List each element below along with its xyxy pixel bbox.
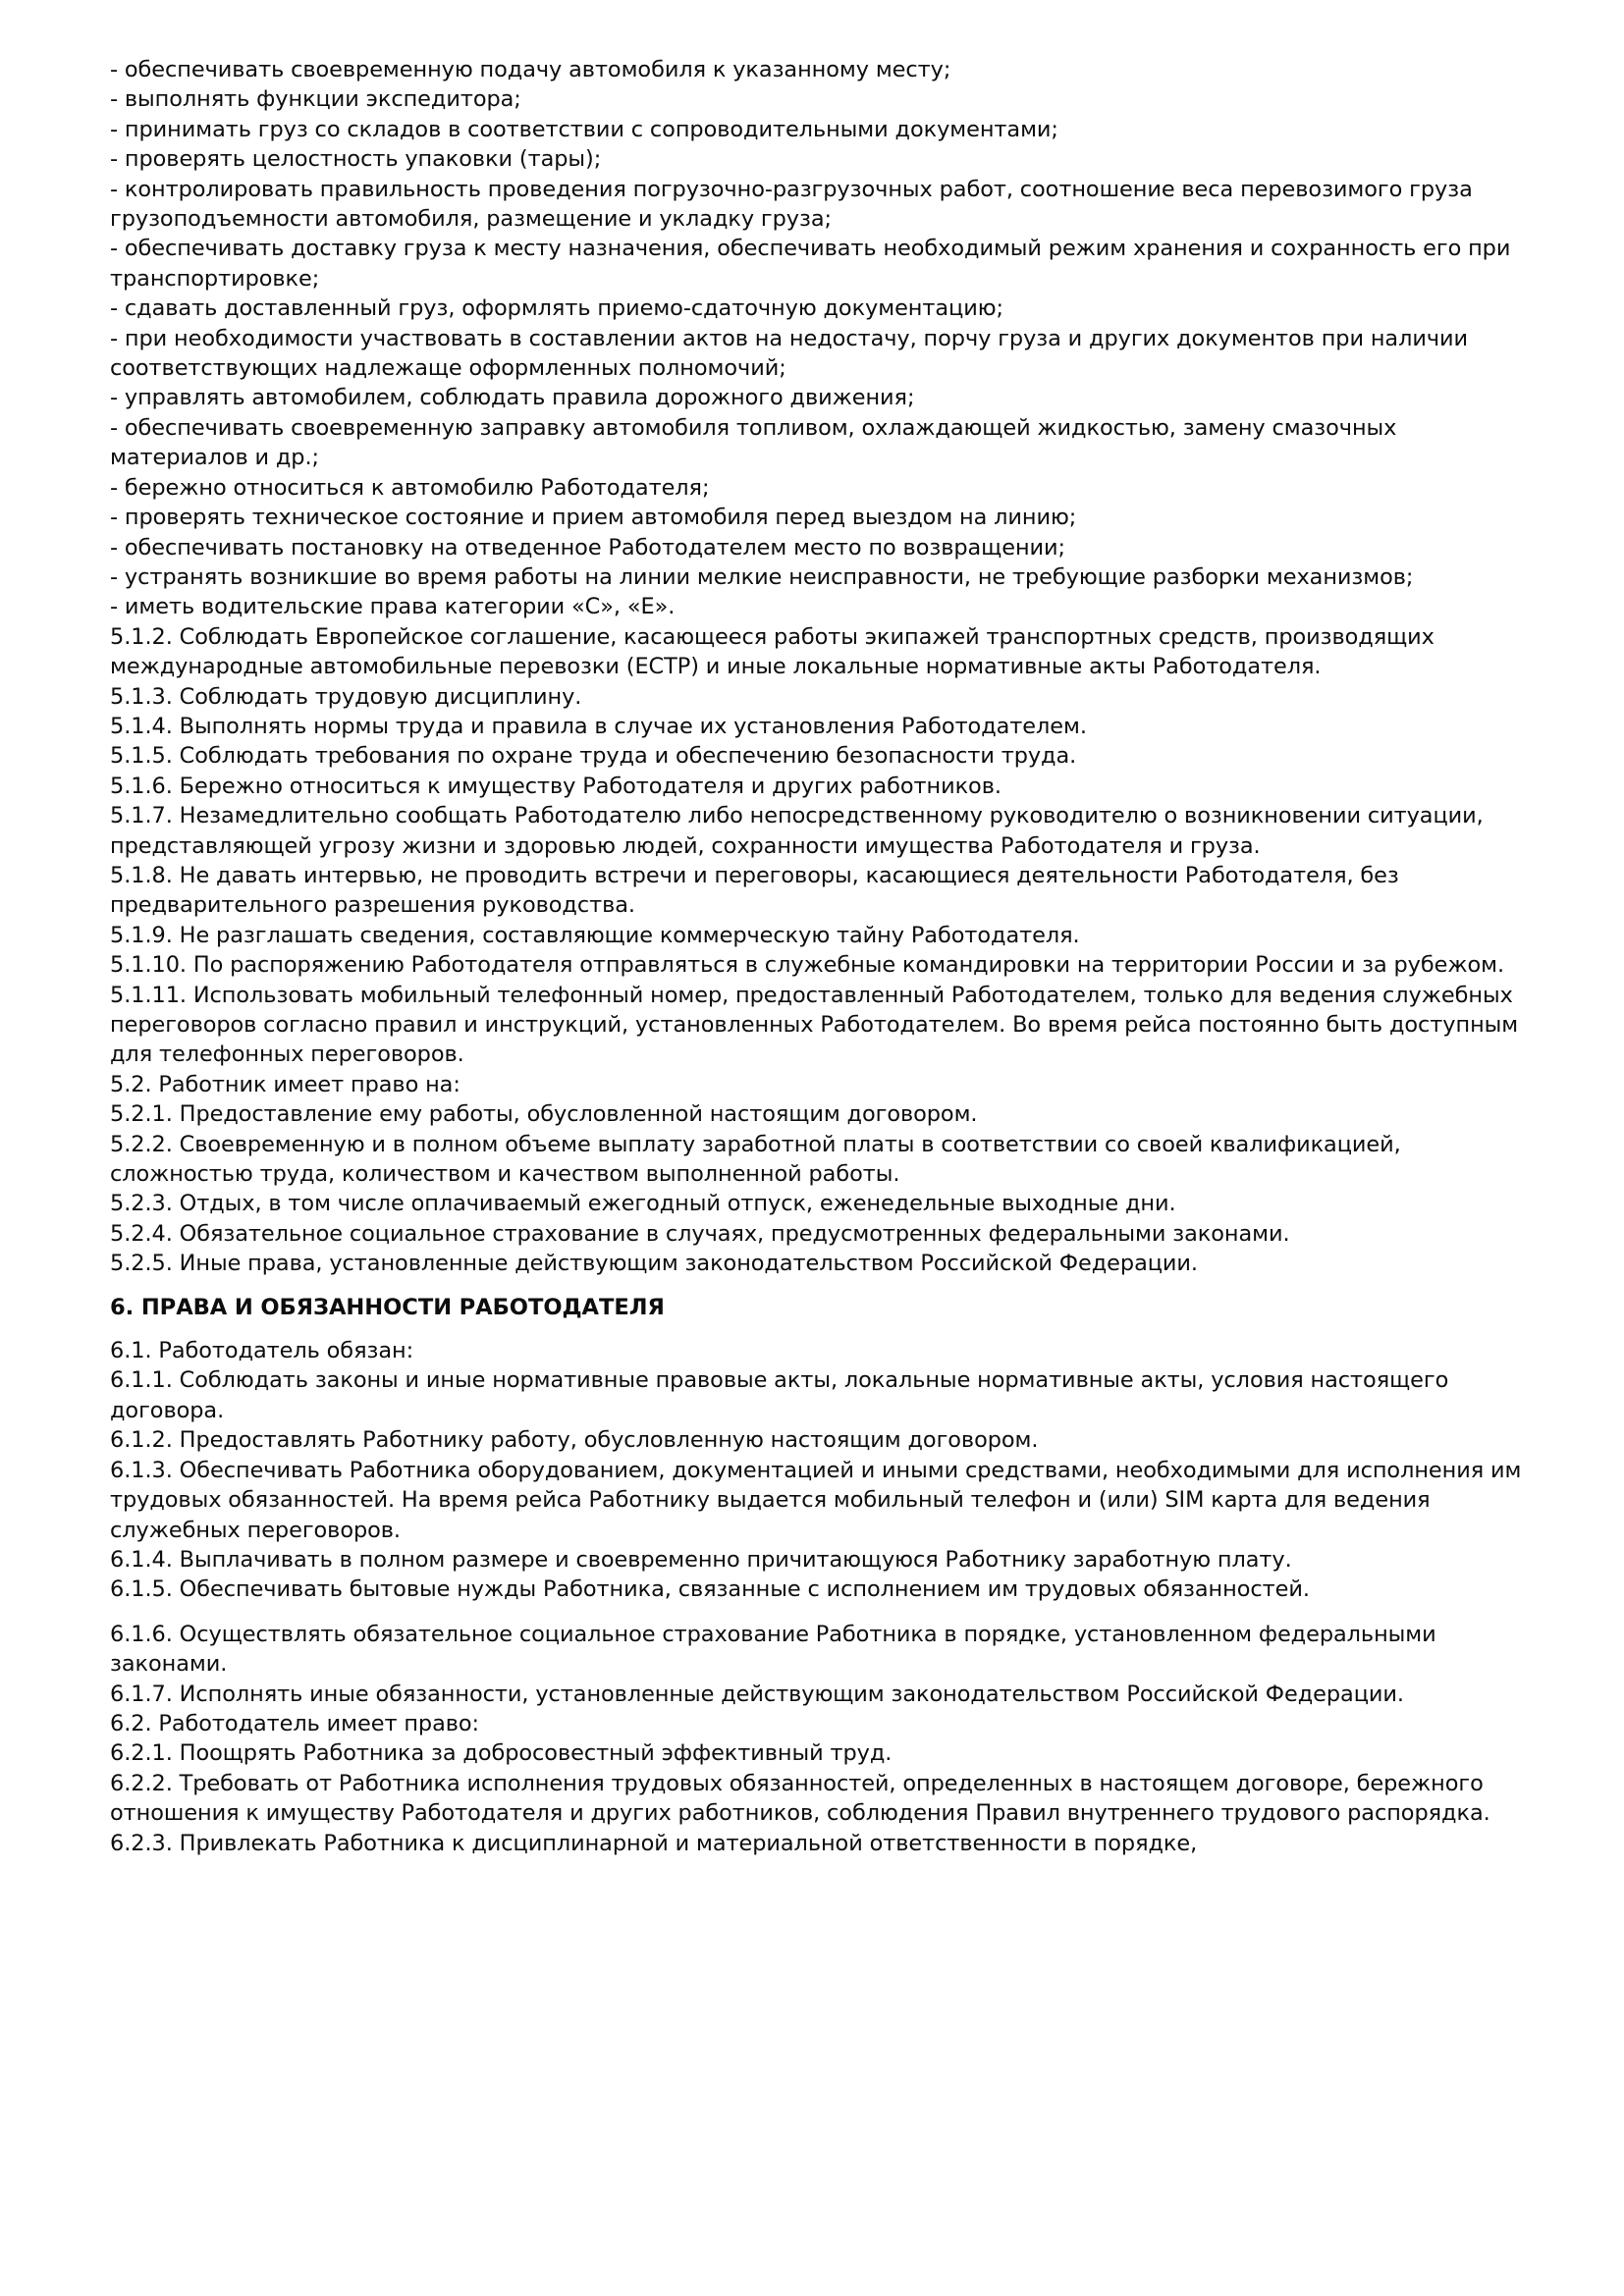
vertical-spacer [110,1322,1526,1336]
document-paragraph: - обеспечивать своевременную подачу автомобиля к указанному месту; [110,57,951,82]
document-paragraph: 5.1.10. По распоряжению Работодателя отправляться в служебные командировки на территории России и за рубежом. [110,952,1505,979]
document-paragraph: 6.2. Работодатель имеет право: [110,1710,480,1736]
section-heading: 6. ПРАВА И ОБЯЗАННОСТИ РАБОТОДАТЕЛЯ [110,1294,665,1320]
document-body [110,55,1526,1858]
document-paragraph: 5.2.5. Иные права, установленные действующим законодательством Российской Федерации. [110,1251,1198,1277]
document-paragraph: - обеспечивать доставку груза к месту назначения, обеспечивать необходимый режим хранения и сохранность его при транспортировке; [110,236,1511,292]
document-paragraph: 6.1.3. Обеспечивать Работника оборудованием, документацией и иными средствами, необходимыми для исполнения им трудовых обязанностей. На время рейса Работнику выдается мобильный телефон и (или) SIM карта для ведения служебных переговоров. [110,1457,1522,1543]
document-paragraph: 6.2.1. Поощрять Работника за добросовестный эффективный труд. [110,1740,893,1767]
document-paragraph: 6.1.2. Предоставлять Работнику работу, обусловленную настоящим договором. [110,1427,1039,1454]
document-paragraph: 6.1.7. Исполнять иные обязанности, установленные действующим законодательством Российской Федерации. [110,1681,1404,1707]
document-paragraph: - иметь водительские права категории «С», «Е». [110,594,676,620]
document-paragraph: 6.2.3. Привлекать Работника к дисциплинарной и материальной ответственности в порядке, [110,1830,1198,1856]
document-paragraph: 6.1.4. Выплачивать в полном размере и своевременно причитающуюся Работнику заработную плату. [110,1546,1292,1573]
document-paragraph: 6.1.5. Обеспечивать бытовые нужды Работника, связанные с исполнением им трудовых обязанностей. [110,1576,1310,1603]
document-paragraph: - контролировать правильность проведения погрузочно-разгрузочных работ, соотношение веса перевозимого груза грузоподъемности автомобиля, размещение и укладку груза; [110,176,1473,233]
document-paragraph: - проверять целостность упаковки (тары); [110,146,602,173]
document-paragraph: 6.1.1. Соблюдать законы и иные нормативные правовые акты, локальные нормативные акты, условия настоящего договора. [110,1367,1449,1423]
document-paragraph: 5.1.7. Незамедлительно сообщать Работодателю либо непосредственному руководителю о возникновении ситуации, представляющей угрозу жизни и здоровью людей, сохранности имущества Работодателя и груза. [110,803,1484,859]
document-paragraph: 5.1.5. Соблюдать требования по охране труда и обеспечению безопасности труда. [110,743,1077,770]
document-paragraph: 5.1.8. Не давать интервью, не проводить встречи и переговоры, касающиеся деятельности Работодателя, без предварительного разрешения руководства. [110,862,1399,919]
document-paragraph: 6.1. Работодатель обязан: [110,1338,414,1364]
vertical-spacer [110,1605,1526,1620]
document-paragraph: - обеспечивать постановку на отведенное Работодателем место по возвращении; [110,534,1066,561]
document-paragraph: 6.1.6. Осуществлять обязательное социальное страхование Работника в порядке, установленном федеральными законами. [110,1621,1436,1678]
document-paragraph: 5.2.4. Обязательное социальное страхование в случаях, предусмотренных федеральными законами. [110,1220,1290,1247]
document-paragraph: 5.1.3. Соблюдать трудовую дисциплину. [110,683,582,710]
document-paragraph: - управлять автомобилем, соблюдать правила дорожного движения; [110,385,915,411]
document-paragraph: 5.1.2. Соблюдать Европейское соглашение, касающееся работы экипажей транспортных средств, производящих международные автомобильные перевозки (ЕСТР) и иные локальные нормативные акты Работодателя. [110,623,1435,680]
document-paragraph: - устранять возникшие во время работы на линии мелкие неисправности, не требующие разборки механизмов; [110,563,1414,590]
document-paragraph: - проверять техническое состояние и прием автомобиля перед выездом на линию; [110,505,1077,531]
document-paragraph: - бережно относиться к автомобилю Работодателя; [110,474,710,501]
document-paragraph: 5.2.2. Своевременную и в полном объеме выплату заработной платы в соответствии со своей квалификацией, сложностью труда, количеством и качеством выполненной работы. [110,1131,1401,1188]
document-paragraph: - при необходимости участвовать в составлении актов на недостачу, порчу груза и других документов при наличии соответствующих надлежаще оформленных полномочий; [110,325,1469,382]
document-paragraph: - обеспечивать своевременную заправку автомобиля топливом, охлаждающей жидкостью, замену смазочных материалов и др.; [110,414,1397,471]
document-paragraph: 5.1.9. Не разглашать сведения, составляющие коммерческую тайну Работодателя. [110,922,1080,948]
document-paragraph: 5.1.4. Выполнять нормы труда и правила в случае их установления Работодателем. [110,713,1087,739]
vertical-spacer [110,1279,1526,1293]
document-paragraph: 6.2.2. Требовать от Работника исполнения трудовых обязанностей, определенных в настоящем договоре, бережного отношения к имуществу Работодателя и других работников, соблюдения Правил внутреннего трудового распорядка. [110,1770,1490,1827]
document-paragraph: 5.1.11. Использовать мобильный телефонный номер, предоставленный Работодателем, только для ведения служебных переговоров согласно правил и инструкций, установленных Работодателем. Во время рейса постоянно быть доступным для телефонных переговоров. [110,982,1519,1068]
document-paragraph: 5.1.6. Бережно относиться к имуществу Работодателя и других работников. [110,773,1001,799]
document-paragraph: - сдавать доставленный груз, оформлять приемо-сдаточную документацию; [110,295,1004,322]
document-paragraph: - принимать груз со складов в соответствии с сопроводительными документами; [110,116,1058,142]
document-paragraph: - выполнять функции экспедитора; [110,86,521,113]
document-paragraph: 5.2.3. Отдых, в том числе оплачиваемый ежегодный отпуск, еженедельные выходные дни. [110,1191,1176,1217]
document-paragraph: 5.2. Работник имеет право на: [110,1071,460,1097]
document-paragraph: 5.2.1. Предоставление ему работы, обусловленной настоящим договором. [110,1101,978,1128]
